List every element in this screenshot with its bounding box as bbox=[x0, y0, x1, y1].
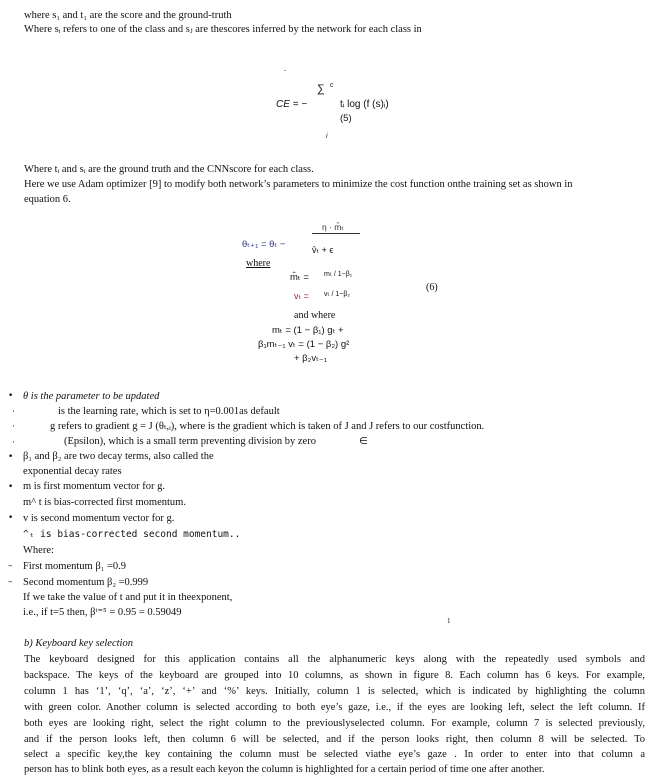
eq6-m-line: mₜ = (1 − β₁) gₜ + bbox=[272, 325, 344, 336]
eq6-m-hat: m̂ₜ = bbox=[290, 272, 309, 283]
bullet-marker: · bbox=[12, 438, 15, 448]
bullet-marker: · bbox=[12, 407, 15, 417]
list-item: exponential decay rates bbox=[23, 466, 122, 477]
eq6-m-hat-frac: mₜ / 1−β₁ bbox=[324, 271, 353, 278]
page-number: 1 bbox=[447, 617, 451, 625]
eq6-v-hat-frac: vₜ / 1−β₂ bbox=[324, 291, 351, 298]
bullet-marker: · bbox=[12, 422, 15, 432]
text-line-score-definition: where s₁ and t₁ are the score and the ground-truth bbox=[24, 10, 232, 21]
list-item: ^ₜ is bias-corrected second momentum.. bbox=[23, 529, 241, 540]
epsilon-icon: ∈ bbox=[359, 436, 368, 447]
eq5-lhs: CE = − bbox=[276, 99, 308, 110]
eq6-and-where: and where bbox=[294, 310, 336, 321]
list-item: is the learning rate, which is set to η=0.001as default bbox=[58, 406, 280, 417]
paragraph-line: select a specific key,the key containing the column must be selected viathe eye’s gaze . In order to enter into that column a bbox=[24, 749, 645, 760]
list-item: i.e., if t=5 then, βᵗ⁼⁵ = 0.95 = 0.59049 bbox=[23, 607, 182, 618]
list-item: m^ t is bias-corrected first momentum. bbox=[23, 497, 186, 508]
text-line-equation-ref: equation 6. bbox=[24, 194, 71, 205]
paragraph-line: person has to blink both eyes, as a result each keyon the column is highlighted for a certain period of time one after another. bbox=[24, 764, 545, 775]
paragraph-line: both eyes are looking right, select the right column to the previouslyselected column. For example, column 7 is selected previously, bbox=[24, 718, 645, 729]
dash-marker: – bbox=[8, 577, 13, 587]
eq6-frac-bar bbox=[312, 233, 360, 234]
eq6-frac-numerator: η · m̂ₜ bbox=[322, 222, 344, 232]
list-item: Second momentum β₂ =0.999 bbox=[23, 577, 149, 588]
text-line-adam-optimizer: Here we use Adam optimizer [9] to modify both network’s parameters to minimize the cost function onthe training set as shown in bbox=[24, 179, 573, 190]
eq5-number: (5) bbox=[340, 113, 352, 124]
eq6-v-hat: vₜ = bbox=[294, 291, 309, 301]
list-item: g refers to gradient g = J (θₜ,ᵢ), where is the gradient which is taken of J and J refers to our costfunction. bbox=[50, 421, 485, 432]
eq6-number: (6) bbox=[426, 282, 438, 293]
eq6-update-rule: θₜ₊₁ = θₜ − bbox=[242, 239, 286, 250]
paragraph-line: column 1 has ‘1’, ‘q’, ‘a’, ‘z’, ‘+’ and ‘%’ keys. Initially, column 1 is selected, which is indicated by highlighting the column bbox=[24, 686, 645, 697]
list-item: β₁ and β₂ are two decay terms, also called the bbox=[23, 451, 214, 462]
list-item: θ is the parameter to be updated bbox=[23, 391, 160, 402]
paragraph-line: The keyboard designed for this application contains all the alphanumeric keys along with the repeatedly used symbols and bbox=[24, 654, 645, 665]
eq6-m-line-2: β₁mₜ₋₁ vₜ = (1 − β₂) g² bbox=[258, 339, 350, 350]
bullet-marker: • bbox=[8, 513, 14, 523]
list-item: (Epsilon), which is a small term preventing division by zero bbox=[64, 436, 316, 447]
paragraph-line: with green color. Another column is selected according to both eye’s gaze, i.e., if the eyes are looking left, select the left column. If bbox=[24, 702, 645, 713]
list-item: m is first momentum vector for g. bbox=[23, 481, 166, 492]
bullet-marker: • bbox=[8, 452, 14, 462]
bullet-marker: • bbox=[8, 482, 14, 492]
list-item: First momentum β₁ =0.9 bbox=[23, 561, 127, 572]
list-item: v is second momentum vector for g. bbox=[23, 513, 175, 524]
list-item: Where: bbox=[23, 545, 54, 556]
paragraph-line: and if the person looks left, then column 6 will be selected, and if the person looks right, then column 8 will be selected. To bbox=[24, 734, 645, 745]
list-item: If we take the value of t and put it in theexponent, bbox=[23, 592, 233, 603]
eq6-v-line-2: + β₂vₜ₋₁ bbox=[294, 353, 328, 364]
eq6-frac-denominator: v̂ₜ + ϵ bbox=[312, 245, 334, 255]
text-line-ground-truth: Where tᵢ and sᵢ are the ground truth and the CNNscore for each class. bbox=[24, 164, 314, 175]
text-line-class-scores: Where sᵢ refers to one of the class and sⱼ are thescores inferred by the network for each class in bbox=[24, 24, 422, 35]
eq5-body: tᵢ log (f (s)ᵢ) bbox=[340, 99, 389, 110]
section-heading: b) Keyboard key selection bbox=[24, 638, 133, 649]
bullet-marker: • bbox=[8, 391, 14, 401]
stray-dot: . bbox=[284, 64, 286, 73]
eq5-sum-symbol: ∑ bbox=[317, 83, 325, 95]
eq6-where: where bbox=[246, 258, 271, 269]
dash-marker: – bbox=[8, 561, 13, 571]
paragraph-line: backspace. The keys of the keyboard are grouped into 10 columns, as shown in figure 8. Each column has 6 keys. For example, bbox=[24, 670, 645, 681]
eq5-sub-i: i bbox=[326, 133, 328, 140]
eq5-sum-sup: c bbox=[330, 82, 334, 89]
